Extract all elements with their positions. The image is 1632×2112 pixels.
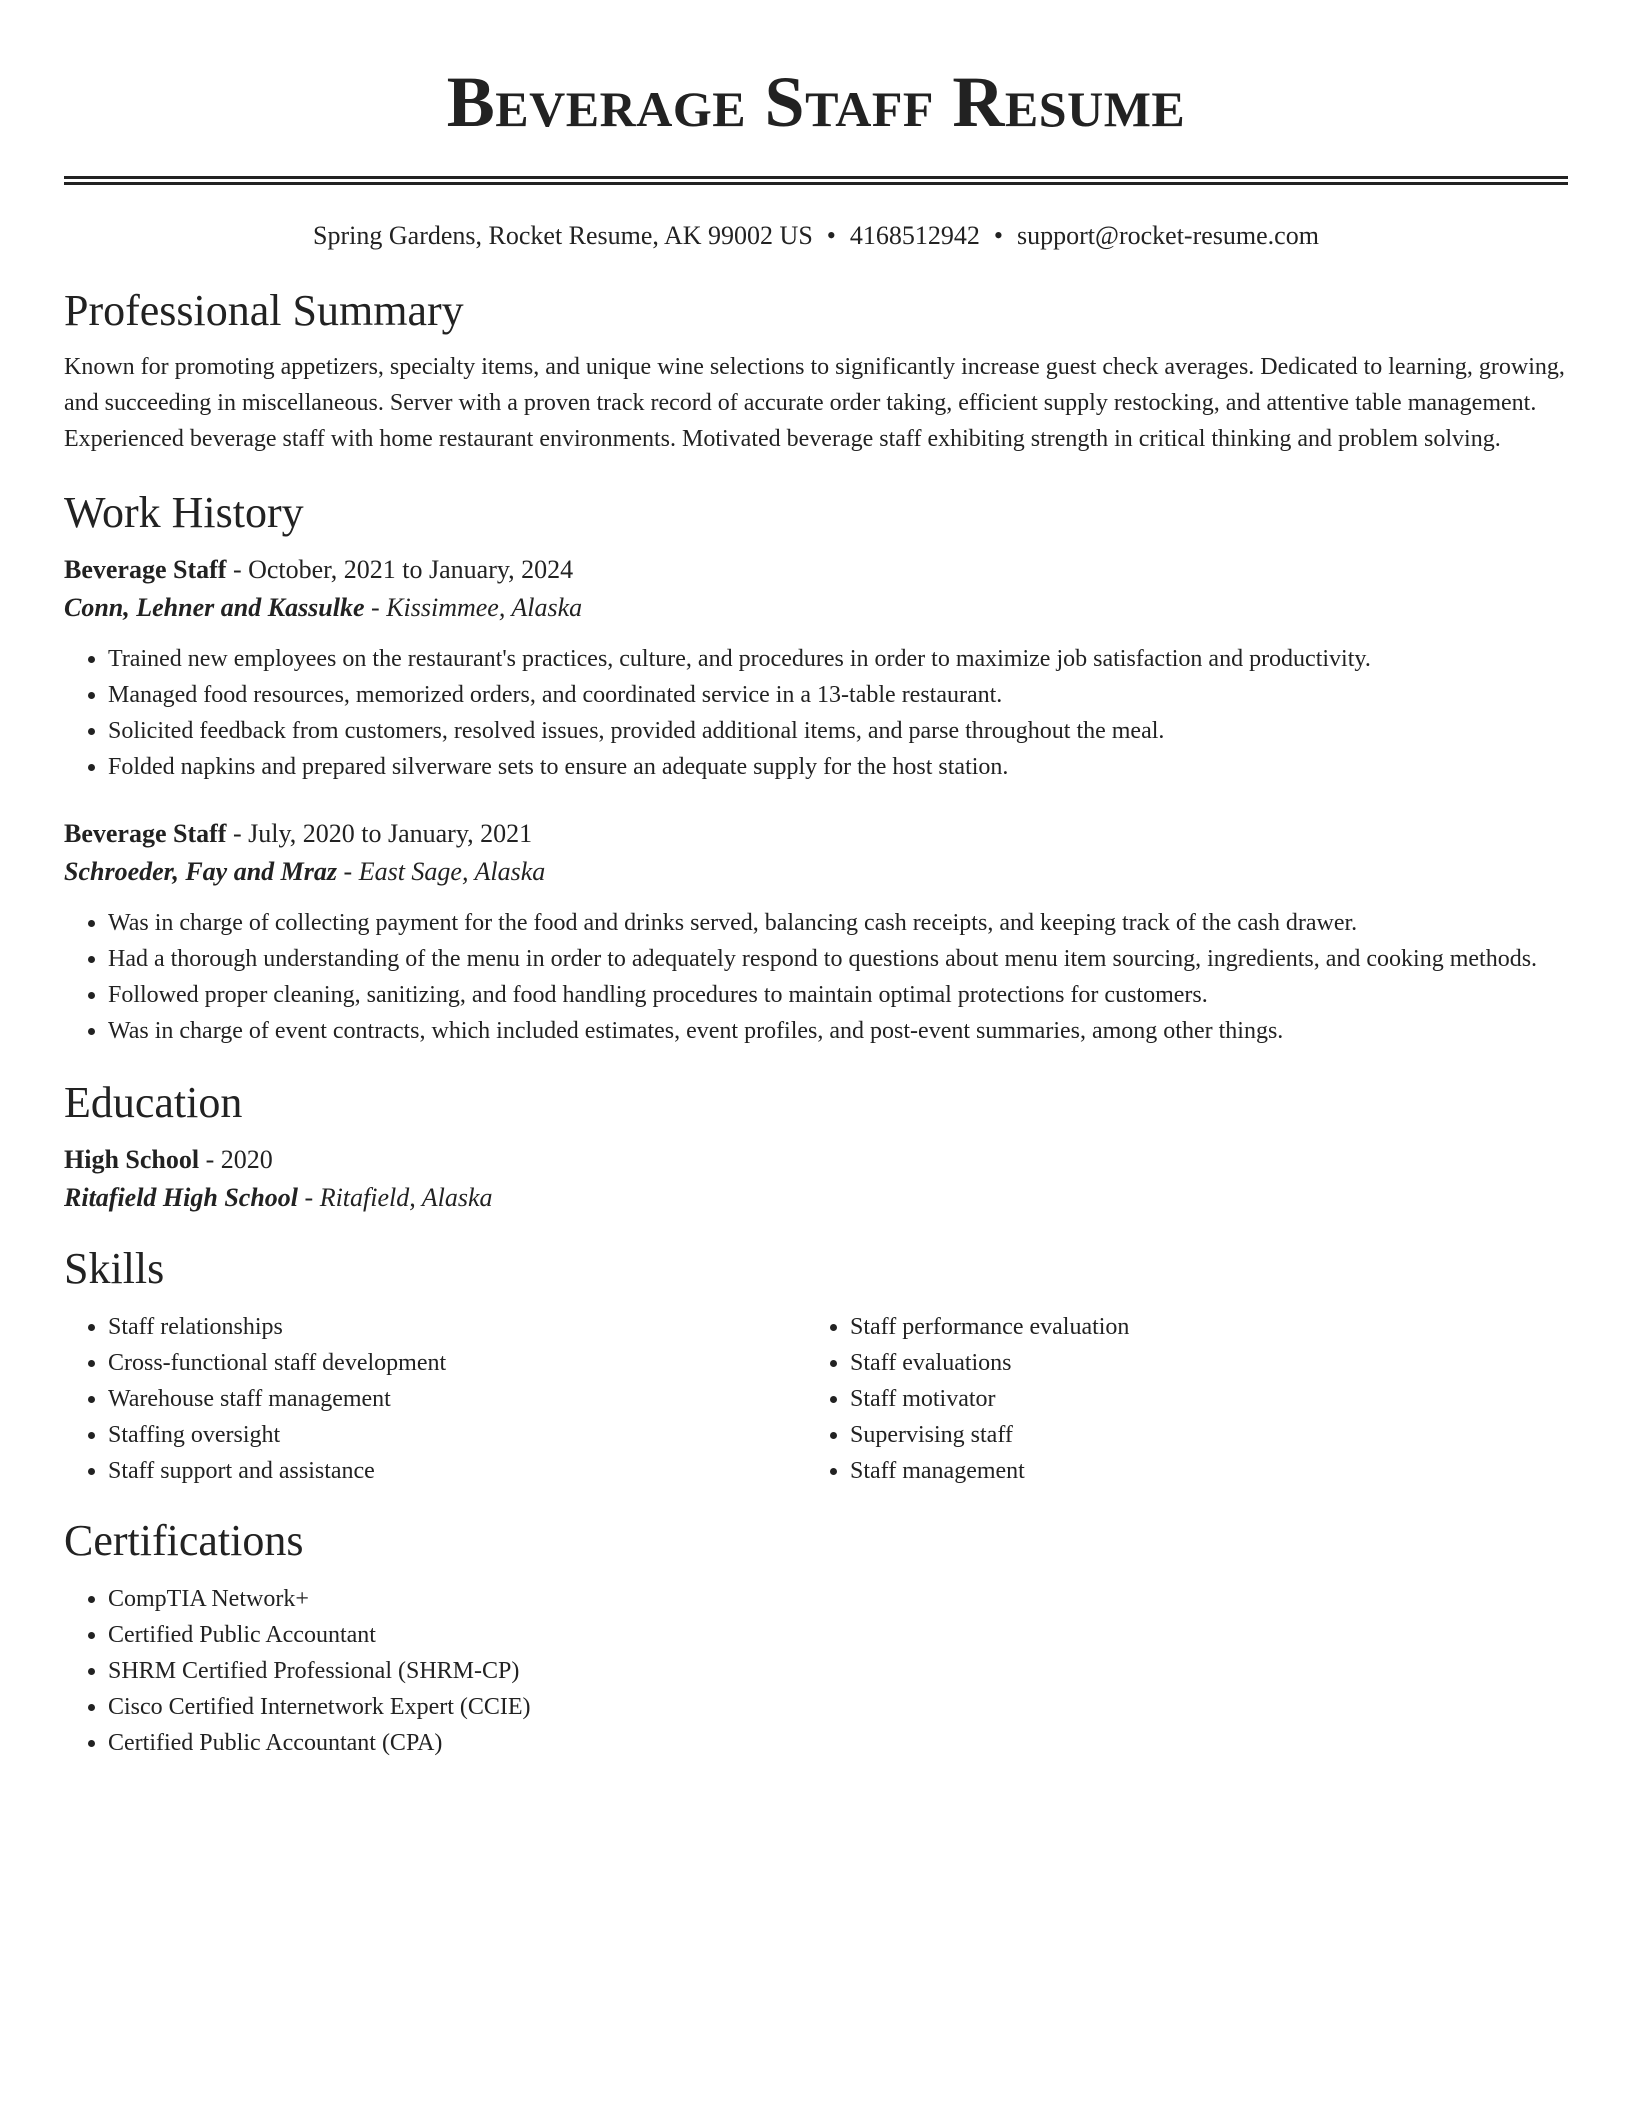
- certification-item: • Certified Public Accountant (CPA): [108, 1725, 1568, 1761]
- education-school: Ritafield High School: [64, 1183, 299, 1212]
- contact-phone: 4168512942: [849, 221, 980, 250]
- job-duty-item: • Was in charge of collecting payment for the food and drinks served, balancing cash receipts, and keeping track of the cash drawer.: [108, 905, 1568, 941]
- skill-item: • Staff support and assistance: [108, 1453, 806, 1489]
- job-company: Conn, Lehner and Kassulke: [64, 593, 365, 622]
- skills-column-right: [806, 1309, 1129, 1489]
- resume-title: Beverage Staff Resume: [446, 62, 1186, 142]
- education-year: - 2020: [199, 1145, 273, 1174]
- job-company-line: [64, 853, 1568, 891]
- job-duty-item: • Had a thorough understanding of the menu in order to adequately respond to questions about menu item sourcing, ingredients, and cooking methods.: [108, 941, 1568, 977]
- job-company: Schroeder, Fay and Mraz: [64, 857, 338, 886]
- certification-item: • SHRM Certified Professional (SHRM-CP): [108, 1653, 1568, 1689]
- job-entry: [64, 815, 1568, 1049]
- certification-item: • Cisco Certified Internetwork Expert (CCIE): [108, 1689, 1568, 1725]
- job-title: Beverage Staff: [64, 819, 227, 848]
- skills-heading: Skills: [64, 1244, 165, 1293]
- skills-column-left: [64, 1309, 806, 1489]
- skills-list: [806, 1309, 1129, 1489]
- skill-item: • Staff motivator: [850, 1381, 1129, 1417]
- job-entry: [64, 551, 1568, 785]
- skill-item: • Warehouse staff management: [108, 1381, 806, 1417]
- education-entry: [64, 1141, 1568, 1217]
- skill-item: • Staff relationships: [108, 1309, 806, 1345]
- job-duty-item: • Folded napkins and prepared silverware sets to ensure an adequate supply for the host station.: [108, 749, 1568, 785]
- job-duty-item: • Solicited feedback from customers, resolved issues, provided additional items, and parse throughout the meal.: [108, 713, 1568, 749]
- job-duty-item: • Trained new employees on the restaurant's practices, culture, and procedures in order to maximize job satisfaction and productivity.: [108, 641, 1568, 677]
- certification-item: • Certified Public Accountant: [108, 1617, 1568, 1653]
- summary-heading: Professional Summary: [64, 286, 464, 335]
- job-title-line: [64, 815, 1568, 853]
- job-location: - East Sage, Alaska: [337, 857, 546, 886]
- job-duties-list: [64, 905, 1568, 1049]
- job-location: - Kissimmee, Alaska: [364, 593, 583, 622]
- job-duty-item: • Managed food resources, memorized orders, and coordinated service in a 13-table restaurant.: [108, 677, 1568, 713]
- skill-item: • Staff management: [850, 1453, 1129, 1489]
- work-history-heading: Work History: [64, 488, 304, 537]
- skill-item: • Staff performance evaluation: [850, 1309, 1129, 1345]
- job-title-line: [64, 551, 1568, 589]
- skill-item: • Cross-functional staff development: [108, 1345, 806, 1381]
- job-company-line: [64, 589, 1568, 627]
- contact-separator: •: [826, 221, 836, 250]
- contact-separator: •: [993, 221, 1004, 250]
- title-divider: [64, 176, 1568, 185]
- certifications-list: [64, 1581, 1568, 1761]
- job-duty-item: • Followed proper cleaning, sanitizing, and food handling procedures to maintain optimal protections for customers.: [108, 977, 1568, 1013]
- skill-item: • Staff evaluations: [850, 1345, 1129, 1381]
- job-duties-list: [64, 641, 1568, 785]
- education-heading: Education: [64, 1078, 243, 1127]
- certification-item: • CompTIA Network+: [108, 1581, 1568, 1617]
- certifications-heading: Certifications: [64, 1516, 304, 1565]
- job-title: Beverage Staff: [64, 555, 227, 584]
- job-dates: - October, 2021 to January, 2024: [226, 555, 574, 584]
- skills-list: [64, 1309, 806, 1489]
- skill-item: • Staffing oversight: [108, 1417, 806, 1453]
- skills-grid: [64, 1309, 1568, 1489]
- summary-text: Known for promoting appetizers, specialty items, and unique wine selections to significantly increase guest check averages. Dedicated to learning, growing, and succeeding in miscellaneous. Server with a proven track record of accurate order taking, efficient supply restocking, and attentive table management. Experienced beverage staff with home restaurant environments. Motivated beverage staff exhibiting strength in critical thinking and problem solving.: [64, 354, 1565, 452]
- contact-line: [64, 219, 1568, 253]
- skill-item: • Supervising staff: [850, 1417, 1129, 1453]
- education-location: - Ritafield, Alaska: [298, 1183, 493, 1212]
- contact-email: support@rocket-resume.com: [1017, 221, 1319, 250]
- job-dates: - July, 2020 to January, 2021: [226, 819, 533, 848]
- job-duty-item: • Was in charge of event contracts, which included estimates, event profiles, and post-event summaries, among other things.: [108, 1013, 1568, 1049]
- education-degree: High School: [64, 1145, 200, 1174]
- contact-address: Spring Gardens, Rocket Resume, AK 99002 US: [313, 221, 813, 250]
- education-school-line: [64, 1179, 1568, 1217]
- education-degree-line: [64, 1141, 1568, 1179]
